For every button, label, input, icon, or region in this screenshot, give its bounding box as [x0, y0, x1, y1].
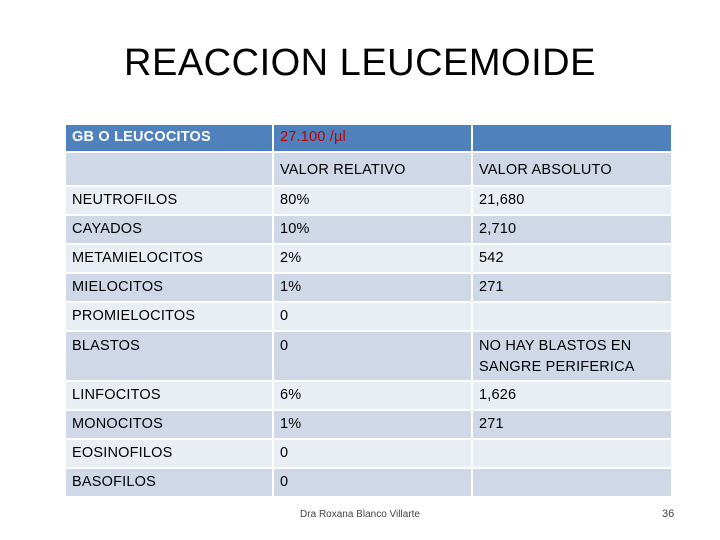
- row-relative: 1%: [274, 411, 473, 440]
- leukocyte-table: [66, 125, 673, 498]
- row-relative: 1%: [274, 274, 473, 303]
- row-absolute: 1,626: [473, 382, 673, 411]
- row-absolute: [473, 440, 673, 469]
- table-subheader-row: [66, 153, 673, 187]
- table-row: [66, 440, 673, 469]
- row-relative: 6%: [274, 382, 473, 411]
- row-relative: 0: [274, 440, 473, 469]
- row-name: LINFOCITOS: [66, 382, 274, 411]
- subheader-relative: VALOR RELATIVO: [274, 153, 473, 187]
- table-header-row: [66, 125, 673, 153]
- row-name: PROMIELOCITOS: [66, 303, 274, 332]
- table-row: [66, 274, 673, 303]
- row-name: NEUTROFILOS: [66, 187, 274, 216]
- table-row: [66, 245, 673, 274]
- row-absolute: 271: [473, 274, 673, 303]
- row-name: MONOCITOS: [66, 411, 274, 440]
- subheader-absolute: VALOR ABSOLUTO: [473, 153, 673, 187]
- row-name: CAYADOS: [66, 216, 274, 245]
- row-relative: 10%: [274, 216, 473, 245]
- row-absolute: [473, 303, 673, 332]
- row-relative: 0: [274, 303, 473, 332]
- table-row: [66, 303, 673, 332]
- header-count: 27.100 /µl: [274, 125, 473, 153]
- row-absolute: 271: [473, 411, 673, 440]
- row-relative: 2%: [274, 245, 473, 274]
- header-empty: [473, 125, 673, 153]
- header-label: GB O LEUCOCITOS: [66, 125, 274, 153]
- row-relative: 0: [274, 332, 473, 382]
- footer-author: Dra Roxana Blanco Villarte: [300, 509, 420, 520]
- row-name: MIELOCITOS: [66, 274, 274, 303]
- row-relative: 0: [274, 469, 473, 498]
- row-absolute: 542: [473, 245, 673, 274]
- row-relative: 80%: [274, 187, 473, 216]
- slide-title: REACCION LEUCEMOIDE: [124, 42, 596, 84]
- row-absolute: 21,680: [473, 187, 673, 216]
- table-row: [66, 187, 673, 216]
- table-row: [66, 382, 673, 411]
- subheader-empty: [66, 153, 274, 187]
- row-name: EOSINOFILOS: [66, 440, 274, 469]
- row-absolute: 2,710: [473, 216, 673, 245]
- table-row: [66, 332, 673, 382]
- row-absolute: [473, 469, 673, 498]
- page-number: 36: [662, 508, 675, 520]
- row-name: METAMIELOCITOS: [66, 245, 274, 274]
- table-row: [66, 216, 673, 245]
- row-name: BASOFILOS: [66, 469, 274, 498]
- row-absolute: NO HAY BLASTOS EN SANGRE PERIFERICA: [473, 332, 673, 382]
- row-name: BLASTOS: [66, 332, 274, 382]
- table-row: [66, 411, 673, 440]
- table-row: [66, 469, 673, 498]
